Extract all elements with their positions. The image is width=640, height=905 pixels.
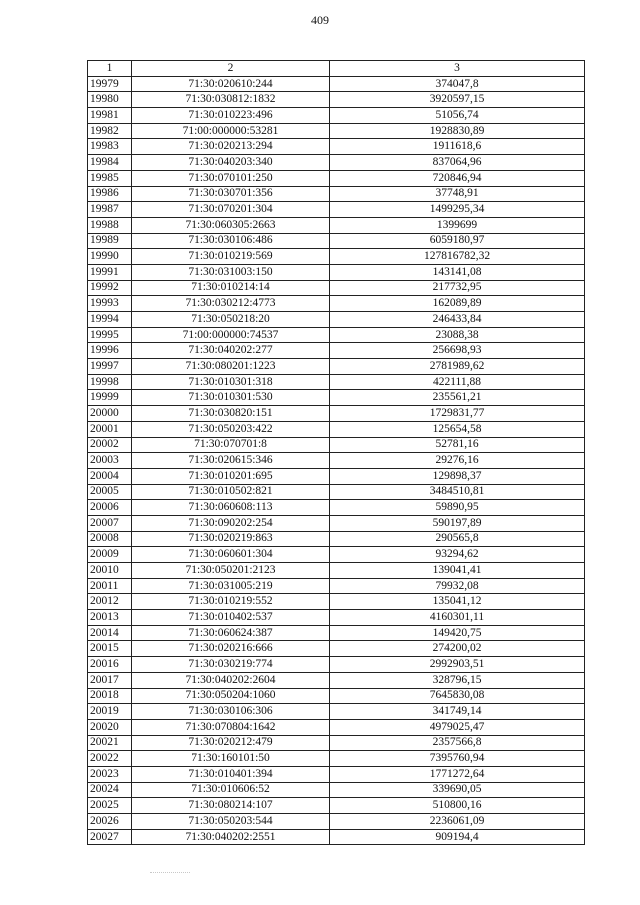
row-number-cell: 20006 (88, 500, 132, 516)
table-row (88, 327, 585, 343)
row-number-cell: 19998 (88, 374, 132, 390)
row-number-cell: 20022 (88, 751, 132, 767)
table-row (88, 108, 585, 124)
cadastral-value-cell: 590197,89 (330, 515, 585, 531)
cadastral-number-cell: 71:30:050203:422 (132, 421, 330, 437)
cadastral-value-cell: 422111,88 (330, 374, 585, 390)
cadastral-number-cell: 71:30:010301:318 (132, 374, 330, 390)
row-number-cell: 19985 (88, 170, 132, 186)
table-row (88, 829, 585, 845)
row-number-cell: 20000 (88, 406, 132, 422)
cadastral-value-cell: 2781989,62 (330, 359, 585, 375)
table-row (88, 766, 585, 782)
table-row (88, 437, 585, 453)
cadastral-number-cell: 71:30:050204:1060 (132, 688, 330, 704)
table-row (88, 249, 585, 265)
cadastral-value-cell: 1771272,64 (330, 766, 585, 782)
cadastral-value-cell: 139041,41 (330, 563, 585, 579)
cadastral-value-cell: 328796,15 (330, 672, 585, 688)
row-number-cell: 19979 (88, 76, 132, 92)
cadastral-value-cell: 143141,08 (330, 264, 585, 280)
table-row (88, 578, 585, 594)
table-row (88, 500, 585, 516)
row-number-cell: 20007 (88, 515, 132, 531)
table-row (88, 390, 585, 406)
table-row (88, 217, 585, 233)
cadastral-number-cell: 71:30:030106:486 (132, 233, 330, 249)
cadastral-value-cell: 7645830,08 (330, 688, 585, 704)
row-number-cell: 19993 (88, 296, 132, 312)
cadastral-value-cell: 290565,8 (330, 531, 585, 547)
cadastral-value-cell: 29276,16 (330, 453, 585, 469)
cadastral-value-cell: 1399699 (330, 217, 585, 233)
table-row (88, 296, 585, 312)
table-row (88, 484, 585, 500)
table-row (88, 76, 585, 92)
row-number-cell: 20013 (88, 610, 132, 626)
cadastral-value-cell: 6059180,97 (330, 233, 585, 249)
column-header-3: 3 (330, 61, 585, 77)
cadastral-value-cell: 2236061,09 (330, 814, 585, 830)
row-number-cell: 20026 (88, 814, 132, 830)
row-number-cell: 20004 (88, 468, 132, 484)
table-row (88, 641, 585, 657)
table-row (88, 704, 585, 720)
row-number-cell: 20019 (88, 704, 132, 720)
cadastral-number-cell: 71:30:030812:1832 (132, 92, 330, 108)
cadastral-number-cell: 71:30:060624:387 (132, 625, 330, 641)
cadastral-number-cell: 71:00:000000:53281 (132, 123, 330, 139)
table-row (88, 406, 585, 422)
cadastral-value-cell: 37748,91 (330, 186, 585, 202)
table-row (88, 798, 585, 814)
row-number-cell: 20021 (88, 735, 132, 751)
cadastral-number-cell: 71:30:020213:294 (132, 139, 330, 155)
row-number-cell: 19980 (88, 92, 132, 108)
cadastral-number-cell: 71:30:040202:2604 (132, 672, 330, 688)
row-number-cell: 19986 (88, 186, 132, 202)
cadastral-number-cell: 71:30:010606:52 (132, 782, 330, 798)
table-row (88, 312, 585, 328)
row-number-cell: 19992 (88, 280, 132, 296)
row-number-cell: 20005 (88, 484, 132, 500)
cadastral-value-cell: 1911618,6 (330, 139, 585, 155)
row-number-cell: 20002 (88, 437, 132, 453)
cadastral-number-cell: 71:30:010301:530 (132, 390, 330, 406)
table-row (88, 657, 585, 673)
cadastral-number-cell: 71:30:010219:552 (132, 594, 330, 610)
cadastral-value-cell: 23088,38 (330, 327, 585, 343)
table-row (88, 814, 585, 830)
cadastral-number-cell: 71:30:090202:254 (132, 515, 330, 531)
cadastral-number-cell: 71:30:050203:544 (132, 814, 330, 830)
cadastral-number-cell: 71:30:030701:356 (132, 186, 330, 202)
row-number-cell: 20015 (88, 641, 132, 657)
row-number-cell: 19999 (88, 390, 132, 406)
column-header-2: 2 (132, 61, 330, 77)
table-row (88, 719, 585, 735)
cadastral-value-cell: 4160301,11 (330, 610, 585, 626)
cadastral-number-cell: 71:30:030219:774 (132, 657, 330, 673)
cadastral-value-cell: 235561,21 (330, 390, 585, 406)
table-row (88, 610, 585, 626)
row-number-cell: 20003 (88, 453, 132, 469)
table-body (88, 76, 585, 845)
cadastral-value-cell: 51056,74 (330, 108, 585, 124)
cadastral-value-cell: 837064,96 (330, 155, 585, 171)
table-row (88, 359, 585, 375)
cadastral-value-cell: 2357566,8 (330, 735, 585, 751)
cadastral-number-cell: 71:30:010502:821 (132, 484, 330, 500)
table-row (88, 453, 585, 469)
cadastral-value-cell: 125654,58 (330, 421, 585, 437)
cadastral-number-cell: 71:30:060305:2663 (132, 217, 330, 233)
row-number-cell: 19982 (88, 123, 132, 139)
row-number-cell: 20024 (88, 782, 132, 798)
table-row (88, 170, 585, 186)
cadastral-number-cell: 71:30:070201:304 (132, 202, 330, 218)
row-number-cell: 20008 (88, 531, 132, 547)
cadastral-number-cell: 71:30:030820:151 (132, 406, 330, 422)
table-row (88, 421, 585, 437)
cadastral-value-cell: 256698,93 (330, 343, 585, 359)
cadastral-value-cell: 162089,89 (330, 296, 585, 312)
cadastral-number-cell: 71:30:031003:150 (132, 264, 330, 280)
row-number-cell: 19989 (88, 233, 132, 249)
cadastral-number-cell: 71:30:040202:2551 (132, 829, 330, 845)
table-row (88, 155, 585, 171)
cadastral-number-cell: 71:30:070701:8 (132, 437, 330, 453)
table-row (88, 202, 585, 218)
row-number-cell: 19984 (88, 155, 132, 171)
cadastral-number-cell: 71:30:050218:20 (132, 312, 330, 328)
cadastral-number-cell: 71:30:080201:1223 (132, 359, 330, 375)
cadastral-number-cell: 71:00:000000:74537 (132, 327, 330, 343)
table-row (88, 186, 585, 202)
cadastral-number-cell: 71:30:160101:50 (132, 751, 330, 767)
row-number-cell: 19991 (88, 264, 132, 280)
cadastral-number-cell: 71:30:010402:537 (132, 610, 330, 626)
row-number-cell: 20012 (88, 594, 132, 610)
cadastral-value-cell: 7395760,94 (330, 751, 585, 767)
cadastral-number-cell: 71:30:070101:250 (132, 170, 330, 186)
cadastral-number-cell: 71:30:060601:304 (132, 547, 330, 563)
scan-artifact-line (150, 872, 190, 873)
row-number-cell: 19987 (88, 202, 132, 218)
cadastral-value-cell: 1729831,77 (330, 406, 585, 422)
cadastral-number-cell: 71:30:031005:219 (132, 578, 330, 594)
table-row (88, 264, 585, 280)
table-row (88, 374, 585, 390)
row-number-cell: 19995 (88, 327, 132, 343)
table-row (88, 672, 585, 688)
cadastral-value-cell: 1928830,89 (330, 123, 585, 139)
cadastral-number-cell: 71:30:010219:569 (132, 249, 330, 265)
table-row (88, 751, 585, 767)
cadastral-value-cell: 720846,94 (330, 170, 585, 186)
table-row (88, 594, 585, 610)
cadastral-value-cell: 135041,12 (330, 594, 585, 610)
cadastral-value-cell: 127816782,32 (330, 249, 585, 265)
cadastral-number-cell: 71:30:010201:695 (132, 468, 330, 484)
table-row (88, 280, 585, 296)
row-number-cell: 20025 (88, 798, 132, 814)
row-number-cell: 20018 (88, 688, 132, 704)
cadastral-value-cell: 1499295,34 (330, 202, 585, 218)
row-number-cell: 20009 (88, 547, 132, 563)
cadastral-number-cell: 71:30:020615:346 (132, 453, 330, 469)
cadastral-value-cell: 374047,8 (330, 76, 585, 92)
cadastral-value-cell: 3920597,15 (330, 92, 585, 108)
cadastral-value-cell: 149420,75 (330, 625, 585, 641)
row-number-cell: 20010 (88, 563, 132, 579)
table-row (88, 468, 585, 484)
table-row (88, 233, 585, 249)
cadastral-value-cell: 909194,4 (330, 829, 585, 845)
table-row (88, 515, 585, 531)
table-row (88, 563, 585, 579)
row-number-cell: 20023 (88, 766, 132, 782)
cadastral-value-cell: 52781,16 (330, 437, 585, 453)
page-number: 409 (311, 13, 329, 27)
row-number-cell: 20011 (88, 578, 132, 594)
cadastral-number-cell: 71:30:050201:2123 (132, 563, 330, 579)
row-number-cell: 20001 (88, 421, 132, 437)
row-number-cell: 19988 (88, 217, 132, 233)
cadastral-value-cell: 246433,84 (330, 312, 585, 328)
row-number-cell: 19990 (88, 249, 132, 265)
table-row (88, 547, 585, 563)
cadastral-number-cell: 71:30:010223:496 (132, 108, 330, 124)
row-number-cell: 19983 (88, 139, 132, 155)
cadastral-number-cell: 71:30:070804:1642 (132, 719, 330, 735)
header-row (88, 61, 585, 77)
column-header-1: 1 (88, 61, 132, 77)
row-number-cell: 20020 (88, 719, 132, 735)
table-row (88, 625, 585, 641)
cadastral-number-cell: 71:30:010214:14 (132, 280, 330, 296)
table-row (88, 782, 585, 798)
table-row (88, 92, 585, 108)
cadastral-value-cell: 129898,37 (330, 468, 585, 484)
cadastral-number-cell: 71:30:040203:340 (132, 155, 330, 171)
cadastral-number-cell: 71:30:040202:277 (132, 343, 330, 359)
cadastral-number-cell: 71:30:020219:863 (132, 531, 330, 547)
table-row (88, 688, 585, 704)
cadastral-value-cell: 4979025,47 (330, 719, 585, 735)
cadastral-value-cell: 2992903,51 (330, 657, 585, 673)
cadastral-value-cell: 79932,08 (330, 578, 585, 594)
row-number-cell: 19981 (88, 108, 132, 124)
cadastral-value-cell: 274200,02 (330, 641, 585, 657)
cadastral-number-cell: 71:30:020216:666 (132, 641, 330, 657)
cadastral-number-cell: 71:30:030212:4773 (132, 296, 330, 312)
row-number-cell: 20027 (88, 829, 132, 845)
cadastral-number-cell: 71:30:010401:394 (132, 766, 330, 782)
cadastral-value-cell: 217732,95 (330, 280, 585, 296)
cadastral-value-cell: 59890,95 (330, 500, 585, 516)
row-number-cell: 20014 (88, 625, 132, 641)
cadastral-number-cell: 71:30:020610:244 (132, 76, 330, 92)
cadastral-number-cell: 71:30:020212:479 (132, 735, 330, 751)
table-row (88, 139, 585, 155)
row-number-cell: 19996 (88, 343, 132, 359)
cadastral-value-cell: 510800,16 (330, 798, 585, 814)
cadastral-value-cell: 3484510,81 (330, 484, 585, 500)
cadastral-value-cell: 341749,14 (330, 704, 585, 720)
table-row (88, 531, 585, 547)
cadastral-number-cell: 71:30:060608:113 (132, 500, 330, 516)
table-row (88, 123, 585, 139)
row-number-cell: 19994 (88, 312, 132, 328)
cadastral-number-cell: 71:30:030106:306 (132, 704, 330, 720)
cadastral-value-table (87, 60, 585, 845)
cadastral-number-cell: 71:30:080214:107 (132, 798, 330, 814)
row-number-cell: 20016 (88, 657, 132, 673)
table-row (88, 343, 585, 359)
cadastral-value-cell: 339690,05 (330, 782, 585, 798)
cadastral-value-cell: 93294,62 (330, 547, 585, 563)
row-number-cell: 19997 (88, 359, 132, 375)
row-number-cell: 20017 (88, 672, 132, 688)
table-row (88, 735, 585, 751)
